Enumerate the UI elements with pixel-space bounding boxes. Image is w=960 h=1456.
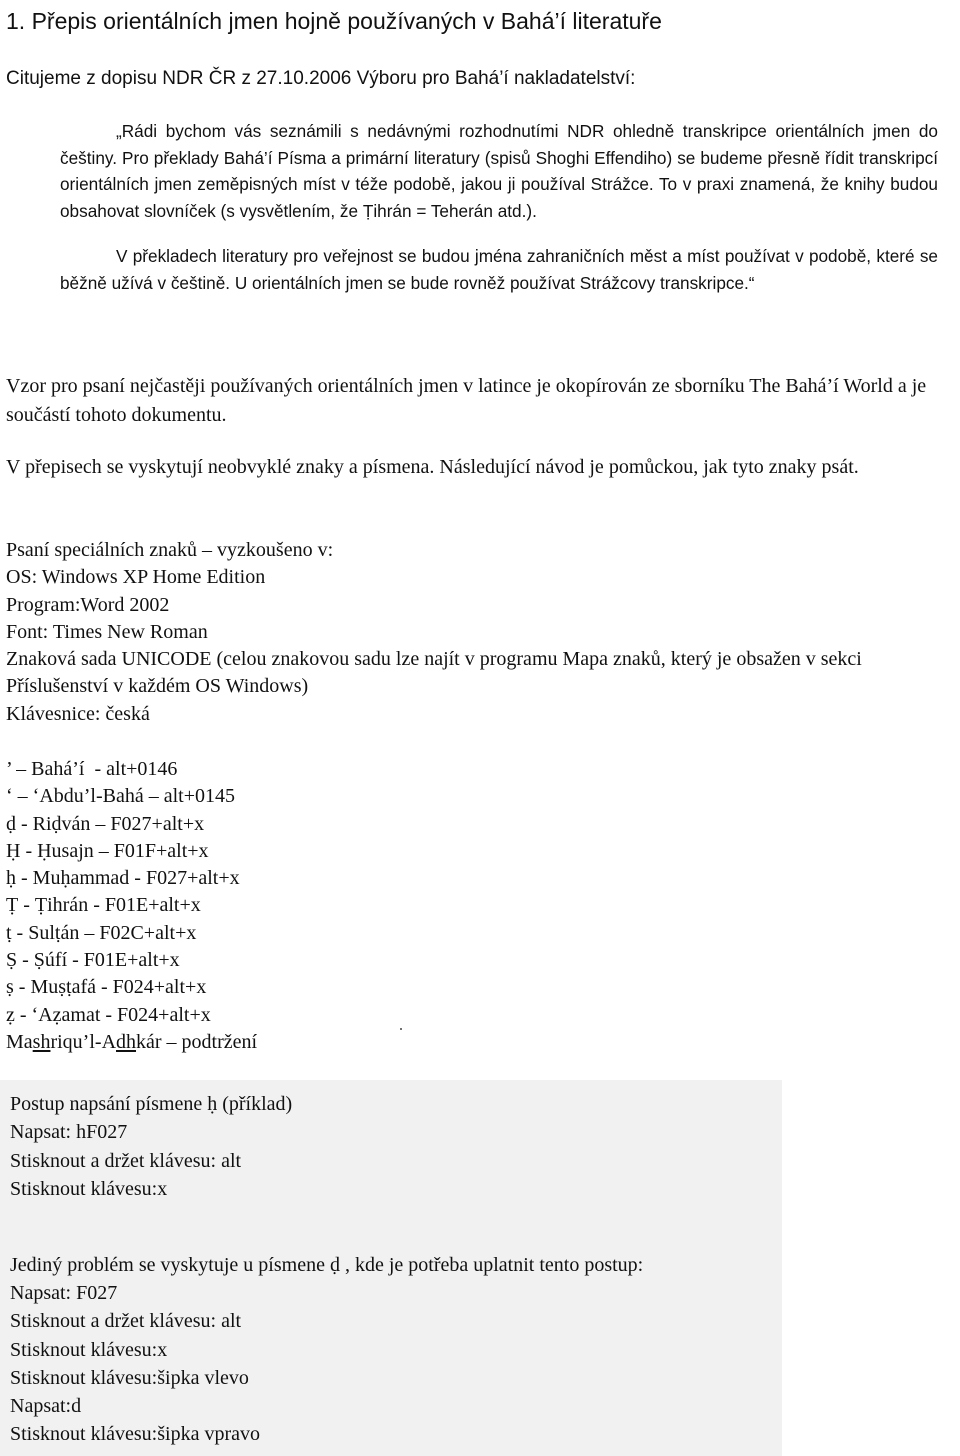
list-item: ẓ - ‘Aẓamat - F024+alt+x (6, 1003, 211, 1026)
specs-line: Program:Word 2002 (6, 593, 170, 616)
procedure-d-problem (10, 1251, 643, 1448)
specs-line: Klávesnice: česká (6, 702, 150, 725)
procedure-line: Jediný problém se vyskytuje u písmene ḍ , kde je potřeba uplatnit tento postup: (10, 1254, 644, 1276)
letter-quote (60, 118, 938, 296)
text-segment: kár – podtržení (136, 1030, 258, 1053)
quote-paragraph-2: V překladech literatury pro veřejnost se budou jména zahraničních měst a míst používat v podobě, které se běžně užívá v češtině. U orientálních jmen se bude rovněž používat Strážcovy transkripce.“ (60, 246, 938, 293)
procedure-line: Stisknout klávesu:x (10, 1177, 168, 1200)
underlined-segment: dh (116, 1030, 137, 1053)
character-shortcut-list (6, 756, 257, 1056)
list-item: ḍ - Riḍván – F027+alt+x (6, 812, 205, 835)
procedure-h-example (10, 1090, 292, 1203)
procedure-line: Stisknout klávesu:x (10, 1338, 168, 1361)
list-item: ’ – Bahá’í - alt+0146 (6, 758, 178, 780)
procedure-line: Postup napsání písmene ḥ (příklad) (10, 1093, 293, 1115)
paragraph-template-source: Vzor pro psaní nejčastěji používaných orientálních jmen v latince je okopírován ze sborníku The Bahá’í World a je součástí tohoto dokumentu. (6, 375, 927, 426)
list-item-underline-example (6, 1029, 257, 1056)
paragraph-special-characters: V přepisech se vyskytují neobvyklé znaky a písmena. Následující návod je pomůckou, jak tyto znaky psát. (6, 456, 859, 478)
scan-speck (400, 1028, 402, 1030)
procedure-line: Napsat: hF027 (10, 1121, 128, 1144)
procedure-line: Napsat:d (10, 1395, 82, 1418)
intro-line: Citujeme z dopisu NDR ČR z 27.10.2006 Výboru pro Bahá’í nakladatelství: (6, 68, 636, 89)
specs-line: Font: Times New Roman (6, 620, 208, 643)
procedure-line: Stisknout a držet klávesu: alt (10, 1149, 242, 1172)
list-item: Ṭ - Ṭihrán - F01E+alt+x (6, 894, 201, 917)
text-segment: Ma (6, 1030, 33, 1053)
list-item: ṣ - Muṣṭafá - F024+alt+x (6, 976, 207, 999)
list-item: Ṣ - Ṣúfí - F01E+alt+x (6, 949, 180, 972)
procedure-line: Stisknout klávesu:šipka vlevo (10, 1366, 249, 1389)
text-segment: riqu’l-A (50, 1030, 117, 1053)
list-item: ‘ – ‘Abdu’l-Bahá – alt+0145 (6, 785, 236, 808)
quote-paragraph-1: „Rádi bychom vás seznámili s nedávnými rozhodnutími NDR ohledně transkripce orientálních jmen do češtiny. Pro překlady Bahá’í Písma a primární literatury (spisů Shoghi Effendiho) se budeme přesně řídit transkripcí orientálních jmen zeměpisných míst v téže podobě, jakou ji používal Strážce. To v praxi znamená, že knihy budou obsahovat slovníček (s vysvětlením, že Ṭihrán = Teherán atd.). (60, 121, 938, 221)
underlined-segment: sh (32, 1030, 51, 1053)
specs-line: Psaní speciálních znaků – vyzkoušeno v: (6, 539, 334, 561)
environment-specs (6, 537, 946, 728)
procedure-line: Stisknout klávesu:šipka vpravo (10, 1423, 260, 1446)
list-item: ṭ - Sulṭán – F02C+alt+x (6, 921, 197, 944)
specs-line: OS: Windows XP Home Edition (6, 566, 266, 589)
list-item: ḥ - Muḥammad - F027+alt+x (6, 867, 240, 890)
document-heading: 1. Přepis orientálních jmen hojně používaných v Bahá’í literatuře (6, 8, 662, 34)
procedure-line: Stisknout a držet klávesu: alt (10, 1310, 242, 1333)
procedure-line: Napsat: F027 (10, 1282, 118, 1305)
list-item: Ḥ - Ḥusajn – F01F+alt+x (6, 839, 209, 862)
specs-line: Znaková sada UNICODE (celou znakovou sadu lze najít v programu Mapa znaků, který je obsažen v sekci Příslušenství v každém OS Windows) (6, 648, 862, 698)
